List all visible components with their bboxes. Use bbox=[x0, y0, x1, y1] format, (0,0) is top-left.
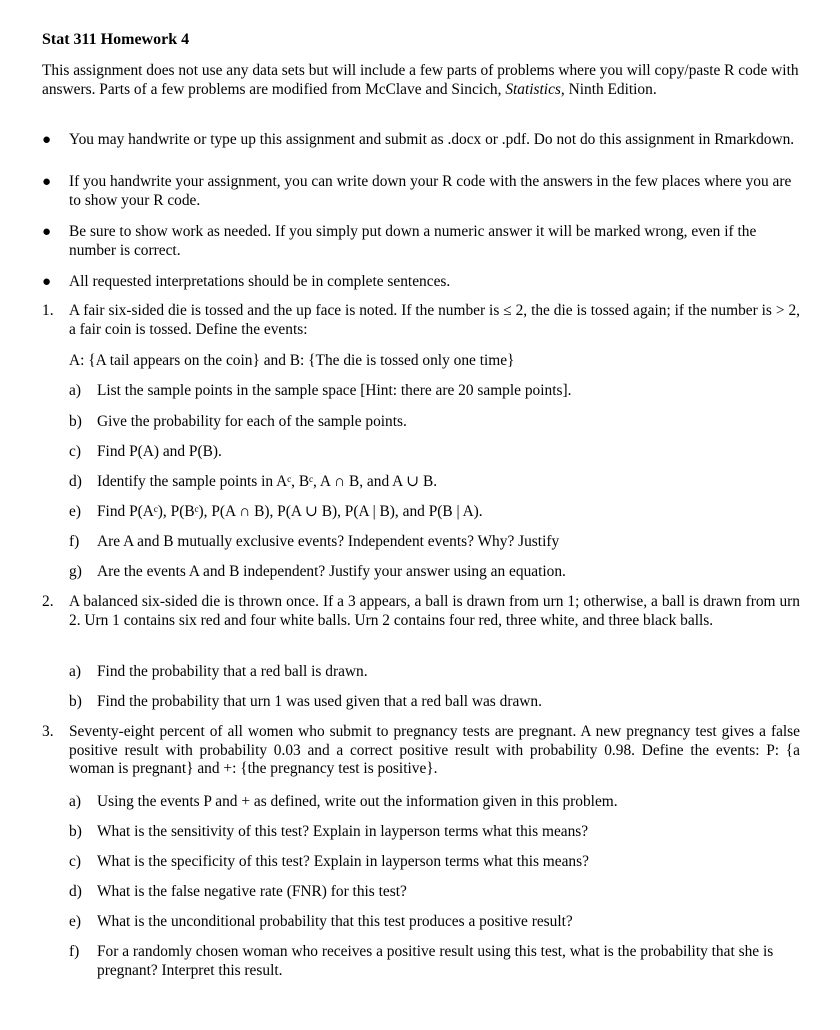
problem-part bbox=[69, 503, 804, 522]
part-label: c) bbox=[69, 853, 81, 870]
part-text: What is the sensitivity of this test? Explain in layperson terms what this means? bbox=[97, 823, 589, 840]
page-title: Stat 311 Homework 4 bbox=[42, 31, 190, 48]
problem-part bbox=[69, 563, 804, 582]
part-label: d) bbox=[69, 883, 82, 900]
part-text: What is the unconditional probability that this test produces a positive result? bbox=[97, 913, 573, 930]
part-text: Find the probability that urn 1 was used given that a red ball was drawn. bbox=[97, 693, 542, 710]
part-label: a) bbox=[69, 382, 81, 399]
part-label: b) bbox=[69, 823, 82, 840]
part-label: f) bbox=[69, 943, 80, 960]
part-label: a) bbox=[69, 793, 81, 810]
part-text: Are the events A and B independent? Justify your answer using an equation. bbox=[97, 563, 566, 580]
problem-part bbox=[69, 823, 804, 842]
problem-part bbox=[69, 663, 804, 682]
problem-part bbox=[69, 883, 804, 902]
problem-part bbox=[69, 793, 804, 812]
part-text: What is the specificity of this test? Explain in layperson terms what this means? bbox=[97, 853, 589, 870]
part-label: e) bbox=[69, 913, 81, 930]
intro-book-title: Statistics bbox=[505, 80, 561, 98]
bullet-icon: ● bbox=[42, 274, 52, 290]
bullet-icon: ● bbox=[42, 132, 52, 148]
problem-part bbox=[69, 853, 804, 872]
intro-text-before: This assignment does not use any data sets but will include a few parts of problems where you will copy/paste R code with answers. Parts of a few problems are modified from McClave and Sincich, bbox=[42, 62, 799, 98]
part-text: Find the probability that a red ball is drawn. bbox=[97, 663, 368, 680]
intro-paragraph bbox=[42, 62, 802, 99]
bullet-item bbox=[42, 131, 802, 150]
problem-1 bbox=[42, 302, 802, 339]
problem-part bbox=[69, 413, 804, 432]
problem-part bbox=[69, 913, 804, 932]
part-text: What is the false negative rate (FNR) for this test? bbox=[97, 883, 407, 900]
bullet-icon: ● bbox=[42, 224, 52, 240]
problem-text: A fair six-sided die is tossed and the up face is noted. If the number is ≤ 2, the die is tossed again; if the number is > 2, a fair coin is tossed. Define the events: bbox=[69, 302, 800, 338]
problem-text: Seventy-eight percent of all women who submit to pregnancy tests are pregnant. A new pregnancy test gives a false positive result with probability 0.03 and a correct positive result with probability 0.98. Define the events: P: {a woman is pregnant} and +: {the pregnancy test is positive}. bbox=[69, 723, 800, 777]
problem-number: 3. bbox=[42, 723, 54, 740]
part-label: d) bbox=[69, 473, 82, 490]
part-text: Find P(Aᶜ), P(Bᶜ), P(A ∩ B), P(A ∪ B), P(A | B), and P(B | A). bbox=[97, 503, 483, 520]
part-label: e) bbox=[69, 503, 81, 520]
part-label: c) bbox=[69, 443, 81, 460]
bullet-text: Be sure to show work as needed. If you simply put down a numeric answer it will be marked wrong, even if the number is correct. bbox=[69, 223, 757, 259]
bullet-text: You may handwrite or type up this assignment and submit as .docx or .pdf. Do not do this assignment in Rmarkdown. bbox=[69, 131, 795, 148]
problem-part bbox=[69, 533, 804, 552]
part-label: g) bbox=[69, 563, 82, 580]
part-text: Identify the sample points in Aᶜ, Bᶜ, A ∩ B, and A ∪ B. bbox=[97, 473, 438, 490]
part-text: Are A and B mutually exclusive events? Independent events? Why? Justify bbox=[97, 533, 560, 550]
problem-part bbox=[69, 382, 804, 401]
bullet-text: If you handwrite your assignment, you can write down your R code with the answers in the few places where you are to show your R code. bbox=[69, 173, 792, 209]
problem-part bbox=[69, 443, 804, 462]
bullet-text: All requested interpretations should be in complete sentences. bbox=[69, 273, 451, 290]
problem-part bbox=[69, 943, 804, 980]
intro-text-after: , Ninth Edition. bbox=[560, 80, 657, 98]
bullet-item bbox=[42, 173, 802, 210]
part-text: Using the events P and + as defined, write out the information given in this problem. bbox=[97, 793, 618, 810]
part-text: List the sample points in the sample space [Hint: there are 20 sample points]. bbox=[97, 382, 572, 399]
bullet-item bbox=[42, 273, 802, 292]
part-label: b) bbox=[69, 413, 82, 430]
problem-3 bbox=[42, 723, 802, 779]
bullet-icon: ● bbox=[42, 174, 52, 190]
part-text: Find P(A) and P(B). bbox=[97, 443, 222, 460]
problem-number: 1. bbox=[42, 302, 54, 319]
bullet-item bbox=[42, 223, 802, 260]
part-label: f) bbox=[69, 533, 80, 550]
problem-part bbox=[69, 693, 804, 712]
part-text: Give the probability for each of the sample points. bbox=[97, 413, 407, 430]
problem-2 bbox=[42, 593, 802, 630]
event-definitions: A: {A tail appears on the coin} and B: {The die is tossed only one time} bbox=[69, 352, 515, 369]
part-label: b) bbox=[69, 693, 82, 710]
part-label: a) bbox=[69, 663, 81, 680]
problem-number: 2. bbox=[42, 593, 54, 610]
problem-part bbox=[69, 473, 804, 492]
part-text: For a randomly chosen woman who receives a positive result using this test, what is the probability that she is pregnant? Interpret this result. bbox=[97, 943, 774, 979]
problem-text: A balanced six-sided die is thrown once. If a 3 appears, a ball is drawn from urn 1; otherwise, a ball is drawn from urn 2. Urn 1 contains six red and four white balls. Urn 2 contains four red, three white, and three black balls. bbox=[69, 593, 800, 629]
